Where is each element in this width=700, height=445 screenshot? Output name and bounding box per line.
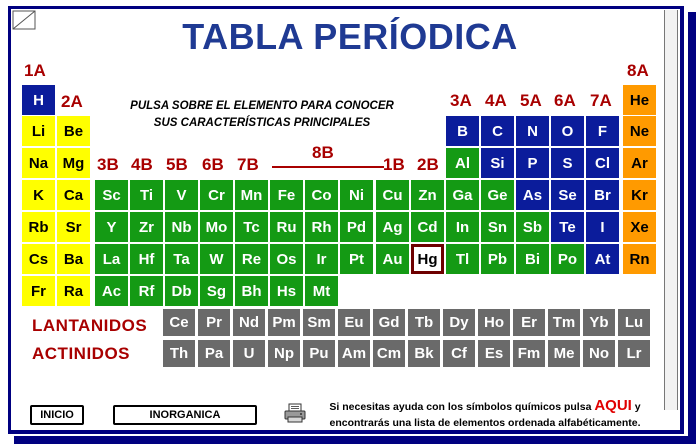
element-ir[interactable]: Ir	[305, 244, 338, 274]
element-ar[interactable]: Ar	[623, 148, 656, 178]
element-dy[interactable]: Dy	[443, 309, 475, 336]
element-bi[interactable]: Bi	[516, 244, 549, 274]
element-as[interactable]: As	[516, 180, 549, 210]
element-mo[interactable]: Mo	[200, 212, 233, 242]
help-line-2: encontrarás una lista de elementos ordenada alfabéticamente.	[329, 417, 641, 429]
group-label-8a: 8A	[627, 61, 649, 80]
element-db[interactable]: Db	[165, 276, 198, 306]
element-ti[interactable]: Ti	[130, 180, 163, 210]
element-h[interactable]: H	[22, 85, 55, 115]
group-label-4a: 4A	[485, 91, 507, 110]
element-xe[interactable]: Xe	[623, 212, 656, 242]
instructions-text	[112, 98, 412, 132]
element-th[interactable]: Th	[163, 340, 195, 367]
element-cl[interactable]: Cl	[586, 148, 619, 178]
page-fold-icon	[12, 10, 36, 30]
element-cd[interactable]: Cd	[411, 212, 444, 242]
instructions-line-1: PULSA SOBRE EL ELEMENTO PARA CONOCER	[130, 100, 394, 112]
element-ne[interactable]: Ne	[623, 116, 656, 146]
element-mt[interactable]: Mt	[305, 276, 338, 306]
element-pt[interactable]: Pt	[340, 244, 373, 274]
element-lr[interactable]: Lr	[618, 340, 650, 367]
element-in[interactable]: In	[446, 212, 479, 242]
group-label-2a: 2A	[61, 92, 83, 111]
group-label-1b: 1B	[383, 155, 405, 174]
element-b[interactable]: B	[446, 116, 479, 146]
element-v[interactable]: V	[165, 180, 198, 210]
group-label-8b: 8B	[312, 143, 334, 162]
element-os[interactable]: Os	[270, 244, 303, 274]
element-rn[interactable]: Rn	[623, 244, 656, 274]
element-si[interactable]: Si	[481, 148, 514, 178]
element-eu[interactable]: Eu	[338, 309, 370, 336]
element-sc[interactable]: Sc	[95, 180, 128, 210]
actinides-label: ACTINIDOS	[32, 344, 130, 363]
group-label-4b: 4B	[131, 155, 153, 174]
element-ta[interactable]: Ta	[165, 244, 198, 274]
element-la[interactable]: La	[95, 244, 128, 274]
element-cs[interactable]: Cs	[22, 244, 55, 274]
element-po[interactable]: Po	[551, 244, 584, 274]
element-pr[interactable]: Pr	[198, 309, 230, 336]
element-f[interactable]: F	[586, 116, 619, 146]
element-nb[interactable]: Nb	[165, 212, 198, 242]
element-bk[interactable]: Bk	[408, 340, 440, 367]
group-label-7b: 7B	[237, 155, 259, 174]
element-k[interactable]: K	[22, 180, 55, 210]
element-be[interactable]: Be	[57, 116, 90, 146]
element-zn[interactable]: Zn	[411, 180, 444, 210]
instructions-line-2: SUS CARACTERÍSTICAS PRINCIPALES	[153, 117, 371, 129]
inorganica-button[interactable]: INORGANICA	[113, 405, 257, 425]
element-at[interactable]: At	[586, 244, 619, 274]
group-label-5b: 5B	[166, 155, 188, 174]
element-pb[interactable]: Pb	[481, 244, 514, 274]
element-ru[interactable]: Ru	[270, 212, 303, 242]
group-label-7a: 7A	[590, 91, 612, 110]
element-sn[interactable]: Sn	[481, 212, 514, 242]
element-lu[interactable]: Lu	[618, 309, 650, 336]
element-me[interactable]: Me	[548, 340, 580, 367]
element-ac[interactable]: Ac	[95, 276, 128, 306]
element-n[interactable]: N	[516, 116, 549, 146]
inicio-button[interactable]: INICIO	[30, 405, 84, 425]
group-label-1a: 1A	[24, 61, 46, 80]
element-hf[interactable]: Hf	[130, 244, 163, 274]
element-no[interactable]: No	[583, 340, 615, 367]
element-he[interactable]: He	[623, 85, 656, 115]
element-pm[interactable]: Pm	[268, 309, 300, 336]
element-rh[interactable]: Rh	[305, 212, 338, 242]
element-zr[interactable]: Zr	[130, 212, 163, 242]
element-y[interactable]: Y	[95, 212, 128, 242]
group-8b-bracket-line	[272, 166, 384, 168]
element-np[interactable]: Np	[268, 340, 300, 367]
element-rb[interactable]: Rb	[22, 212, 55, 242]
element-yb[interactable]: Yb	[583, 309, 615, 336]
element-al[interactable]: Al	[446, 148, 479, 178]
element-se[interactable]: Se	[551, 180, 584, 210]
help-text-pre: Si necesitas ayuda con los símbolos químicos pulsa	[329, 401, 592, 413]
frame-shadow	[14, 436, 696, 444]
element-am[interactable]: Am	[338, 340, 370, 367]
element-cf[interactable]: Cf	[443, 340, 475, 367]
element-sm[interactable]: Sm	[303, 309, 335, 336]
element-ce[interactable]: Ce	[163, 309, 195, 336]
element-ca[interactable]: Ca	[57, 180, 90, 210]
element-o[interactable]: O	[551, 116, 584, 146]
element-fe[interactable]: Fe	[270, 180, 303, 210]
group-label-6b: 6B	[202, 155, 224, 174]
element-sg[interactable]: Sg	[200, 276, 233, 306]
element-mn[interactable]: Mn	[235, 180, 268, 210]
printer-icon[interactable]	[284, 402, 306, 424]
element-ba[interactable]: Ba	[57, 244, 90, 274]
element-ni[interactable]: Ni	[340, 180, 373, 210]
element-li[interactable]: Li	[22, 116, 55, 146]
element-re[interactable]: Re	[235, 244, 268, 274]
element-mg[interactable]: Mg	[57, 148, 90, 178]
element-hg[interactable]: Hg	[411, 244, 444, 274]
element-c[interactable]: C	[481, 116, 514, 146]
element-ho[interactable]: Ho	[478, 309, 510, 336]
element-i[interactable]: I	[586, 212, 619, 242]
group-label-2b: 2B	[417, 155, 439, 174]
element-ge[interactable]: Ge	[481, 180, 514, 210]
element-tm[interactable]: Tm	[548, 309, 580, 336]
element-te[interactable]: Te	[551, 212, 584, 242]
lanthanides-label: LANTANIDOS	[32, 316, 148, 335]
element-w[interactable]: W	[200, 244, 233, 274]
help-line-1	[320, 398, 650, 415]
element-rf[interactable]: Rf	[130, 276, 163, 306]
element-pa[interactable]: Pa	[198, 340, 230, 367]
element-nd[interactable]: Nd	[233, 309, 265, 336]
element-ag[interactable]: Ag	[376, 212, 409, 242]
element-au[interactable]: Au	[376, 244, 409, 274]
element-es[interactable]: Es	[478, 340, 510, 367]
element-bh[interactable]: Bh	[235, 276, 268, 306]
element-fr[interactable]: Fr	[22, 276, 55, 306]
element-ra[interactable]: Ra	[57, 276, 90, 306]
frame-shadow	[688, 12, 696, 440]
group-label-3b: 3B	[97, 155, 119, 174]
element-pd[interactable]: Pd	[340, 212, 373, 242]
element-sr[interactable]: Sr	[57, 212, 90, 242]
element-fm[interactable]: Fm	[513, 340, 545, 367]
element-cr[interactable]: Cr	[200, 180, 233, 210]
element-tl[interactable]: Tl	[446, 244, 479, 274]
element-p[interactable]: P	[516, 148, 549, 178]
element-tc[interactable]: Tc	[235, 212, 268, 242]
element-s[interactable]: S	[551, 148, 584, 178]
group-label-6a: 6A	[554, 91, 576, 110]
group-label-3a: 3A	[450, 91, 472, 110]
help-text	[320, 398, 650, 431]
page-title: TABLA PERÍODICA	[182, 16, 518, 57]
element-cm[interactable]: Cm	[373, 340, 405, 367]
element-co[interactable]: Co	[305, 180, 338, 210]
element-br[interactable]: Br	[586, 180, 619, 210]
element-kr[interactable]: Kr	[623, 180, 656, 210]
element-cu[interactable]: Cu	[376, 180, 409, 210]
element-tb[interactable]: Tb	[408, 309, 440, 336]
help-text-post: y	[634, 401, 641, 413]
group-label-5a: 5A	[520, 91, 542, 110]
scrollbar-edge	[664, 10, 678, 410]
element-pu[interactable]: Pu	[303, 340, 335, 367]
element-na[interactable]: Na	[22, 148, 55, 178]
element-hs[interactable]: Hs	[270, 276, 303, 306]
element-gd[interactable]: Gd	[373, 309, 405, 336]
element-u[interactable]: U	[233, 340, 265, 367]
element-sb[interactable]: Sb	[516, 212, 549, 242]
aqui-link[interactable]: AQUI	[594, 397, 632, 414]
element-er[interactable]: Er	[513, 309, 545, 336]
element-ga[interactable]: Ga	[446, 180, 479, 210]
